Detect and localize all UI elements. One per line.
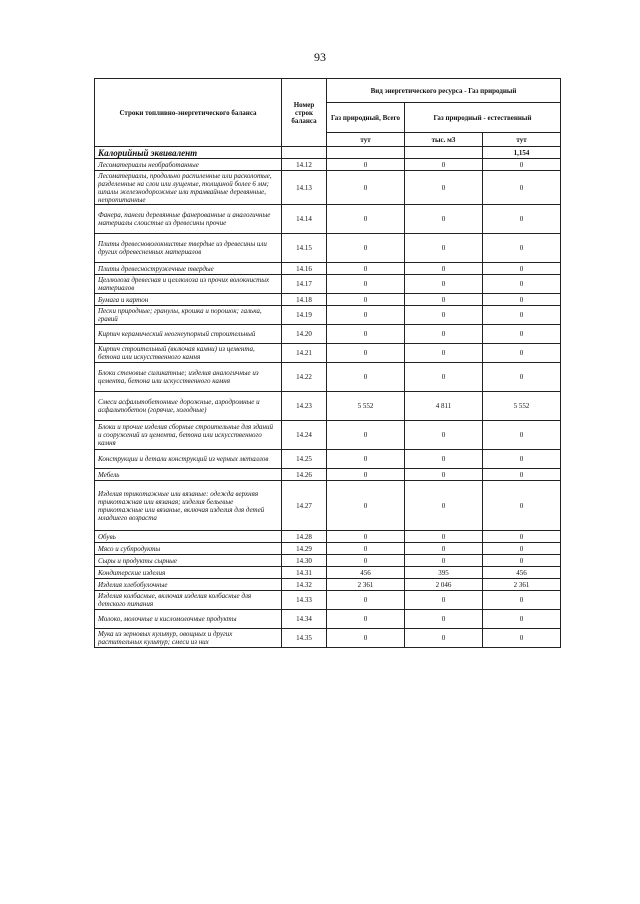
value-gas-natural-m3: 0 — [405, 294, 483, 306]
value-gas-natural-m3: 0 — [405, 543, 483, 555]
table-row — [95, 325, 561, 344]
value-gas-natural-tut: 0 — [483, 543, 561, 555]
row-name-cell: Изделия хлебобулочные — [95, 579, 282, 591]
row-name-cell: Кондитерские изделия — [95, 567, 282, 579]
value-gas-natural-m3: 0 — [405, 555, 483, 567]
row-number-cell: 14.34 — [282, 610, 327, 629]
row-number-cell: 14.25 — [282, 450, 327, 469]
value-gas-natural-m3: 0 — [405, 205, 483, 234]
row-number-cell: 14.21 — [282, 344, 327, 363]
table-row — [95, 531, 561, 543]
value-gas-natural-tut: 0 — [483, 363, 561, 392]
value-gas-total-tut: 0 — [327, 610, 405, 629]
row-number-cell: 14.31 — [282, 567, 327, 579]
value-gas-natural-m3: 0 — [405, 263, 483, 275]
table-row — [95, 481, 561, 531]
value-gas-natural-tut: 0 — [483, 610, 561, 629]
row-number-cell: 14.23 — [282, 392, 327, 421]
value-gas-total-tut: 0 — [327, 450, 405, 469]
value-gas-total-tut: 0 — [327, 629, 405, 648]
header-gas-natural: Газ природный - естественный — [405, 103, 561, 133]
value-gas-natural-tut: 0 — [483, 421, 561, 450]
row-number-cell: 14.27 — [282, 481, 327, 531]
table-row — [95, 159, 561, 171]
table-row — [95, 610, 561, 629]
row-name-cell: Смеси асфальтобетонные дорожные, аэродромные и асфальтобетон (горячие, холодные) — [95, 392, 282, 421]
value-gas-total-tut: 0 — [327, 263, 405, 275]
row-name-cell: Лесоматериалы необработанные — [95, 159, 282, 171]
value-gas-natural-tut: 2 361 — [483, 579, 561, 591]
row-name-cell: Мясо и субпродукты — [95, 543, 282, 555]
row-name-cell: Плиты древесностружечные твердые — [95, 263, 282, 275]
row-number-cell: 14.26 — [282, 469, 327, 481]
value-gas-total-tut: 456 — [327, 567, 405, 579]
value-gas-natural-m3: 0 — [405, 469, 483, 481]
value-gas-natural-tut: 0 — [483, 159, 561, 171]
value-gas-natural-tut: 0 — [483, 294, 561, 306]
caloric-equivalent-value: 1,154 — [483, 147, 561, 159]
row-number-cell: 14.15 — [282, 234, 327, 263]
row-name-cell: Лесоматериалы, продольно распиленные или расколотые, разделенные на слои или лущеные, толщиной более 6 мм; шпалы железнодорожные или трамвайные деревянные, непропитанные — [95, 171, 282, 205]
value-gas-total-tut: 5 552 — [327, 392, 405, 421]
table-row — [95, 294, 561, 306]
row-number-cell: 14.14 — [282, 205, 327, 234]
page-number: 93 — [314, 50, 326, 64]
value-gas-total-tut: 0 — [327, 421, 405, 450]
value-gas-natural-m3: 2 046 — [405, 579, 483, 591]
row-name-cell: Молоко, молочные и кисломолочные продукты — [95, 610, 282, 629]
header-row-number: Номер строк баланса — [282, 79, 327, 147]
row-name-cell: Бумага и картон — [95, 294, 282, 306]
table-row — [95, 205, 561, 234]
caloric-equivalent-label: Калорийный эквивалент — [95, 147, 282, 159]
value-gas-natural-m3: 0 — [405, 325, 483, 344]
row-number-cell: 14.35 — [282, 629, 327, 648]
value-gas-natural-tut: 0 — [483, 263, 561, 275]
table-row — [95, 234, 561, 263]
row-number-cell: 14.16 — [282, 263, 327, 275]
header-gas-total: Газ природный, Всего — [327, 103, 405, 133]
row-number-cell: 14.19 — [282, 306, 327, 325]
table-row — [95, 421, 561, 450]
value-gas-total-tut: 0 — [327, 159, 405, 171]
row-number-cell: 14.30 — [282, 555, 327, 567]
row-number-cell: 14.13 — [282, 171, 327, 205]
value-gas-total-tut: 0 — [327, 481, 405, 531]
value-gas-total-tut: 2 361 — [327, 579, 405, 591]
value-gas-natural-tut: 0 — [483, 629, 561, 648]
table-row — [95, 567, 561, 579]
caloric-equivalent-row — [95, 147, 561, 159]
table-row — [95, 591, 561, 610]
header-row-name: Строки топливно-энергетического баланса — [95, 79, 282, 147]
row-number-cell: 14.24 — [282, 421, 327, 450]
value-gas-natural-tut: 0 — [483, 171, 561, 205]
row-name-cell: Обувь — [95, 531, 282, 543]
value-gas-total-tut: 0 — [327, 306, 405, 325]
value-gas-natural-m3: 0 — [405, 171, 483, 205]
value-gas-natural-m3: 0 — [405, 591, 483, 610]
row-name-cell: Блоки стеновые силикатные; изделия аналогичные из цемента, бетона или искусственного камня — [95, 363, 282, 392]
value-gas-total-tut: 0 — [327, 543, 405, 555]
row-name-cell: Блоки и прочие изделия сборные строительные для зданий и сооружений из цемента, бетона или искусственного камня — [95, 421, 282, 450]
row-name-cell: Целлюлоза древесная и целлюлоза из прочих волокнистых материалов — [95, 275, 282, 294]
value-gas-natural-tut: 456 — [483, 567, 561, 579]
table-row — [95, 363, 561, 392]
value-gas-total-tut: 0 — [327, 531, 405, 543]
value-gas-total-tut: 0 — [327, 205, 405, 234]
value-gas-natural-m3: 0 — [405, 481, 483, 531]
row-number-cell: 14.18 — [282, 294, 327, 306]
header-unit: тут — [483, 133, 561, 147]
value-gas-total-tut: 0 — [327, 171, 405, 205]
value-gas-natural-m3: 0 — [405, 610, 483, 629]
row-name-cell: Фанера, панели деревянные фанерованные и аналогичные материалы слоистые из древесины прочие — [95, 205, 282, 234]
row-number-cell: 14.32 — [282, 579, 327, 591]
row-number-cell: 14.33 — [282, 591, 327, 610]
value-gas-total-tut: 0 — [327, 294, 405, 306]
table-row — [95, 275, 561, 294]
value-gas-natural-tut: 0 — [483, 531, 561, 543]
row-name-cell: Изделия колбасные, включая изделия колбасные для детского питания — [95, 591, 282, 610]
row-name-cell: Кирпич керамический неогнеупорный строительный — [95, 325, 282, 344]
value-gas-natural-m3: 4 811 — [405, 392, 483, 421]
value-gas-total-tut: 0 — [327, 363, 405, 392]
value-gas-total-tut: 0 — [327, 234, 405, 263]
value-gas-natural-m3: 395 — [405, 567, 483, 579]
row-number-cell: 14.28 — [282, 531, 327, 543]
value-gas-natural-tut: 0 — [483, 306, 561, 325]
value-gas-total-tut: 0 — [327, 469, 405, 481]
value-gas-natural-m3: 0 — [405, 159, 483, 171]
value-gas-natural-tut: 0 — [483, 344, 561, 363]
row-name-cell: Мука из зерновых культур, овощных и других растительных культур; смеси из них — [95, 629, 282, 648]
row-name-cell: Изделия трикотажные или вязаные: одежда верхняя трикотажная или вязаная; изделия бельевые трикотажные или вязаные, включая изделия для детей младшего возраста — [95, 481, 282, 531]
value-gas-natural-m3: 0 — [405, 275, 483, 294]
value-gas-natural-m3: 0 — [405, 629, 483, 648]
table-row — [95, 579, 561, 591]
table-row — [95, 450, 561, 469]
value-gas-natural-m3: 0 — [405, 531, 483, 543]
value-gas-natural-m3: 0 — [405, 344, 483, 363]
value-gas-natural-m3: 0 — [405, 421, 483, 450]
row-number-cell: 14.17 — [282, 275, 327, 294]
table-row — [95, 392, 561, 421]
row-number-cell: 14.29 — [282, 543, 327, 555]
value-gas-total-tut: 0 — [327, 344, 405, 363]
value-gas-natural-tut: 5 552 — [483, 392, 561, 421]
row-name-cell: Конструкции и детали конструкций из черных металлов — [95, 450, 282, 469]
table-row — [95, 344, 561, 363]
value-gas-natural-tut: 0 — [483, 591, 561, 610]
value-gas-natural-tut: 0 — [483, 205, 561, 234]
value-gas-natural-m3: 0 — [405, 363, 483, 392]
value-gas-natural-m3: 0 — [405, 306, 483, 325]
table-row — [95, 629, 561, 648]
table-row — [95, 543, 561, 555]
table-row — [95, 469, 561, 481]
value-gas-natural-tut: 0 — [483, 555, 561, 567]
energy-balance-table — [94, 78, 561, 648]
row-number-cell: 14.22 — [282, 363, 327, 392]
header-unit: тыс. м3 — [405, 133, 483, 147]
value-gas-total-tut: 0 — [327, 275, 405, 294]
row-name-cell: Пески природные; гранулы, крошка и порошок; галька, гравий — [95, 306, 282, 325]
row-number-cell: 14.12 — [282, 159, 327, 171]
table-row — [95, 171, 561, 205]
row-name-cell: Мебель — [95, 469, 282, 481]
value-gas-natural-tut: 0 — [483, 275, 561, 294]
row-number-cell: 14.20 — [282, 325, 327, 344]
row-name-cell: Плиты древесноволокнистые твердые из древесины или других одревесненных материалов — [95, 234, 282, 263]
value-gas-natural-m3: 0 — [405, 450, 483, 469]
table-row — [95, 555, 561, 567]
row-name-cell: Кирпич строительный (включая камни) из цемента, бетона или искусственного камня — [95, 344, 282, 363]
value-gas-natural-tut: 0 — [483, 481, 561, 531]
value-gas-natural-tut: 0 — [483, 234, 561, 263]
table-row — [95, 263, 561, 275]
value-gas-natural-m3: 0 — [405, 234, 483, 263]
header-unit: тут — [327, 133, 405, 147]
row-name-cell: Сыры и продукты сырные — [95, 555, 282, 567]
value-gas-total-tut: 0 — [327, 325, 405, 344]
value-gas-total-tut: 0 — [327, 591, 405, 610]
value-gas-total-tut: 0 — [327, 555, 405, 567]
value-gas-natural-tut: 0 — [483, 325, 561, 344]
value-gas-natural-tut: 0 — [483, 450, 561, 469]
value-gas-natural-tut: 0 — [483, 469, 561, 481]
table-row — [95, 306, 561, 325]
header-resource-type: Вид энергетического ресурса - Газ природный — [327, 79, 561, 103]
